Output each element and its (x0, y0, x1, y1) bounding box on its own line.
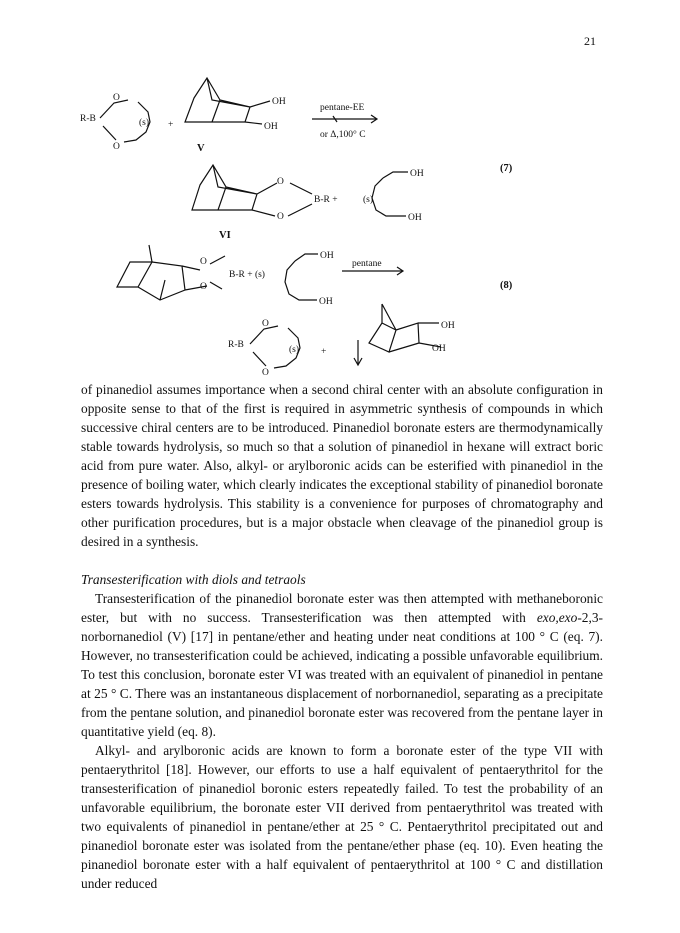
compound-label-vi: VI (219, 230, 231, 241)
plus-sign: + (168, 120, 174, 130)
hydroxyl-label: OH (319, 297, 333, 307)
paragraph-text (81, 589, 603, 741)
hydroxyl-label: OH (432, 344, 446, 354)
oxygen-label: O (277, 177, 284, 187)
hydroxyl-label: OH (272, 97, 286, 107)
italic-term: exo,exo (536, 610, 578, 625)
section-heading: Transesterification with diols and tetraols (81, 572, 306, 587)
boron-rb-label: R-B (228, 340, 244, 350)
paragraph-text: of pinanediol assumes importance when a second chiral center with an absolute configuration in opposite sense to that of the first is required in asymmetric synthesis of compounds in which successive chiral centers are to be introduced. Pinanediol boronate esters are thermodynamically stable towards hydrolysis, so much so that a solution of pinanediol in hexane will extract boric acid from pure water. Also, alkyl- or arylboronic acids can be esterified with pinanediol in the presence of boiling water, which clearly indicates the exceptional stability of pinanediol boronate esters towards hydrolysis. This stability is a convenience for purposes of chromatography and other purification procedures, but is a major obstacle when cleavage of the pinanediol group is desired in a synthesis. (81, 382, 603, 549)
section (81, 570, 603, 893)
hydroxyl-label: OH (441, 321, 455, 331)
plus-sign: + (321, 347, 327, 357)
oxygen-label: O (200, 282, 207, 292)
compound-label-v: V (197, 143, 205, 154)
hydroxyl-label: OH (264, 122, 278, 132)
stereo-s-label: (s) (139, 118, 150, 128)
hydroxyl-label: OH (410, 169, 424, 179)
stereo-s-label: (s) (289, 345, 300, 355)
condition-label: pentane (352, 259, 382, 269)
boron-br-label: B-R + (314, 195, 338, 205)
body-paragraph (81, 380, 603, 551)
equation-number-8: (8) (500, 280, 513, 291)
reaction-scheme (0, 0, 680, 380)
boron-br-label: B-R + (s) (229, 270, 265, 280)
paragraph-text: Alkyl- and arylboronic acids are known to form a boronate ester of the type VII with pentaerythritol [18]. However, our efforts to use a half equivalent of pentaerythritol for the transesterification of pinanediol boronic esters repeatedly failed. To test the probability of an unfavorable equilibrium, the boronate ester VII derived from pentaerythritol was treated with two equivalents of pinanediol in pentane/ether at 25 ° C. Pentaerythritol precipitated out and pinanediol boronate ester was isolated from the pentane/ether phase (eq. 10). Even heating the pinanediol boronate ester with a half equivalent of pentaerythritol at 100 ° C and distillation under reduced (81, 743, 603, 891)
oxygen-label: O (262, 368, 269, 378)
oxygen-label: O (277, 212, 284, 222)
condition-label: or Δ,100° C (320, 130, 366, 140)
boron-rb-label: R-B (80, 114, 96, 124)
oxygen-label: O (200, 257, 207, 267)
equation-number-7: (7) (500, 163, 513, 174)
oxygen-label: O (113, 93, 120, 103)
hydroxyl-label: OH (320, 251, 334, 261)
hydroxyl-label: OH (408, 213, 422, 223)
oxygen-label: O (113, 142, 120, 152)
page-number: 21 (584, 34, 596, 48)
condition-label: pentane-EE (320, 103, 365, 113)
paragraph-fragment: -2,3-norbornanediol (V) [17] in pentane/ether and heating under neat conditions at 100 ° C (eq. 7). However, no transesterification could be achieved, indicating a possible unfavorable equilibrium. To test this conclusion, boronate ester VI was treated with an equivalent of pinanediol in pentane at 25 ° C. There was an instantaneous displacement of norbornanediol, separating as a precipitate from the pentane solution, and pinanediol boronate ester was recovered from the pentane layer in quantitative yield (eq. 8). (81, 610, 603, 739)
stereo-s-label: (s) (363, 195, 374, 205)
oxygen-label: O (262, 319, 269, 329)
paragraph-fragment: Transesterification of the pinanediol boronate ester was then attempted with methaneboronic ester, but with no success. Transesterification was then attempted with (81, 591, 603, 625)
